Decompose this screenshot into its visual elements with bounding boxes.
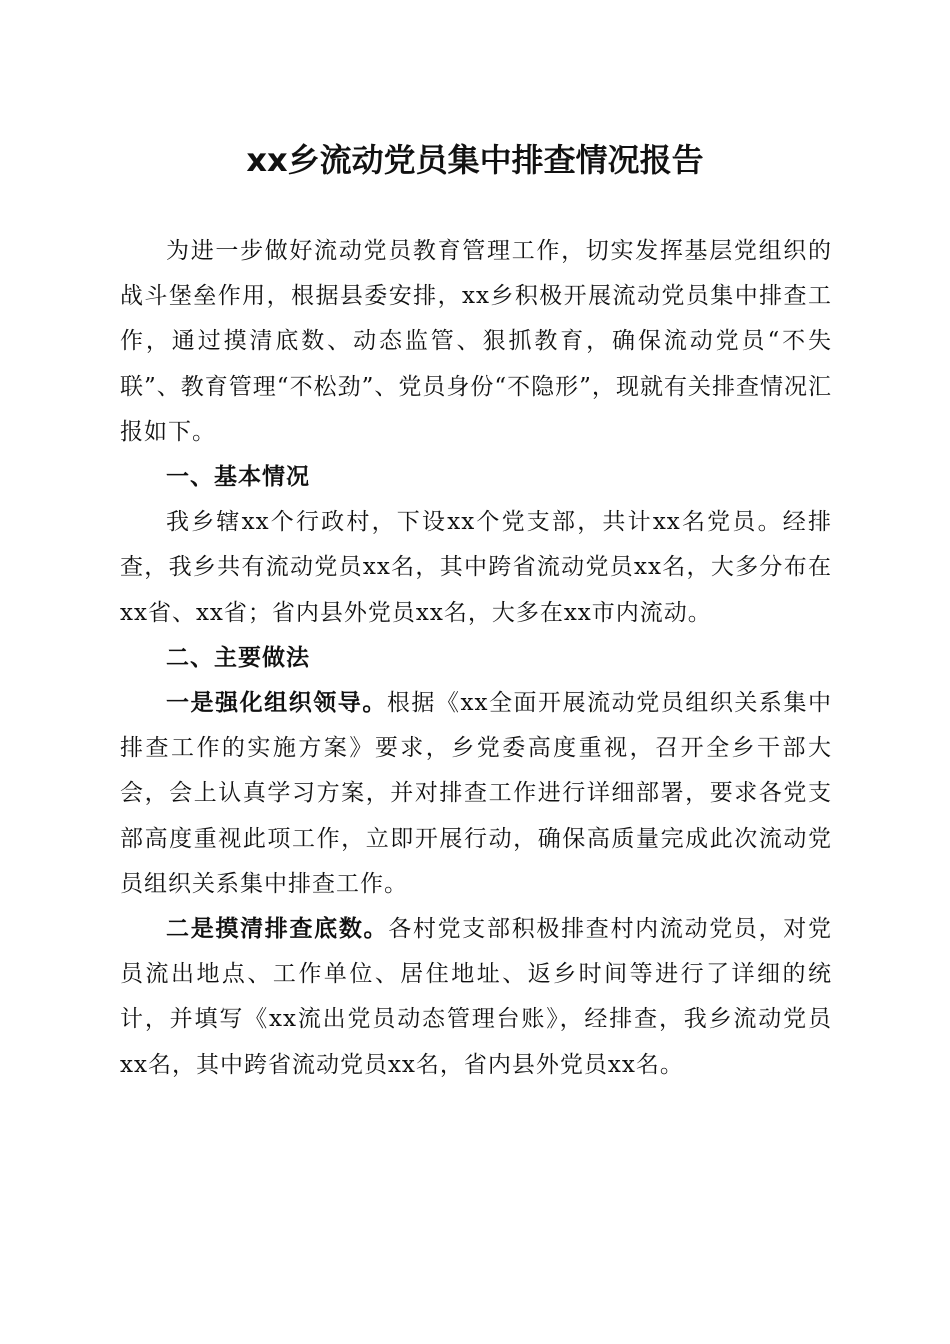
section-heading-main-measures: 二、主要做法: [166, 644, 310, 671]
document-body: [120, 229, 832, 1088]
intro-paragraph: 为进一步做好流动党员教育管理工作，切实发挥基层党组织的战斗堡垒作用，根据县委安排，xx乡积极开展流动党员集中排查工作，通过摸清底数、动态监管、狠抓教育，确保流动党员“不失联”、教育管理“不松劲”、党员身份“不隐形”，现就有关排查情况汇报如下。: [120, 238, 832, 445]
section-heading-basic-situation: 一、基本情况: [166, 464, 310, 491]
measure-1-lead: 一是强化组织领导。: [166, 690, 387, 717]
measure-paragraph-1: [120, 681, 832, 907]
measure-paragraph-2: [120, 907, 832, 1088]
measure-2-lead: 二是摸清排查底数。: [166, 916, 389, 943]
measure-1-text: 根据《xx全面开展流动党员组织关系集中排查工作的实施方案》要求，乡党委高度重视，召开全乡干部大会，会上认真学习方案，并对排查工作进行详细部署，要求各党支部高度重视此项工作，立即开展行动，确保高质量完成此次流动党员组织关系集中排查工作。: [120, 690, 833, 897]
measure-2-text: 各村党支部积极排查村内流动党员，对党员流出地点、工作单位、居住地址、返乡时间等进行了详细的统计，并填写《xx流出党员动态管理台账》，经排查，我乡流动党员xx名，其中跨省流动党员xx名，省内县外党员xx名。: [120, 916, 833, 1078]
document-title: xx乡流动党员集中排查情况报告: [246, 141, 704, 179]
basic-situation-paragraph: 我乡辖xx个行政村，下设xx个党支部，共计xx名党员。经排查，我乡共有流动党员xx名，其中跨省流动党员xx名，大多分布在xx省、xx省；省内县外党员xx名，大多在xx市内流动。: [120, 509, 832, 626]
